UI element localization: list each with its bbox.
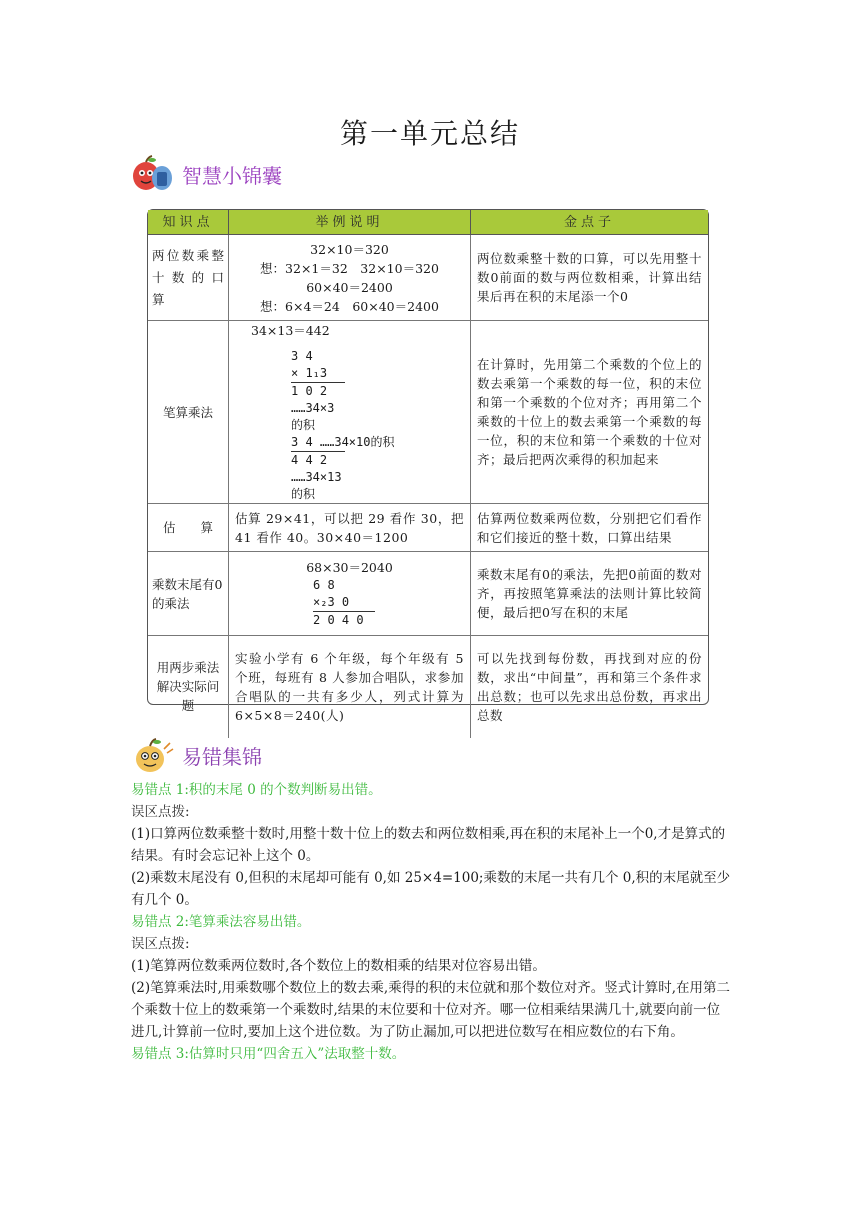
section-title-errors: 易错集锦 xyxy=(182,744,262,769)
error-paragraph: (1)笔算两位数乘两位数时,各个数位上的数相乘的结果对位容易出错。 xyxy=(131,958,546,974)
error-point-title: 易错点 2:笔算乘法容易出错。 xyxy=(131,914,311,930)
apple-mascot-icon xyxy=(130,154,174,194)
table-row xyxy=(148,321,708,504)
knowledge-table xyxy=(147,209,709,723)
section-heading-tips xyxy=(130,154,282,194)
vertical-calc-line: 3 4 ……34×10的积 xyxy=(291,435,395,449)
row-point: 乘数末尾有0的乘法 xyxy=(148,552,229,636)
page-title: 第一单元总结 xyxy=(339,117,520,150)
header-knowledge: 知识点 xyxy=(148,210,229,235)
example-line: 68×30＝2040 xyxy=(306,560,393,575)
vertical-calc-line: ×₂3 0 xyxy=(313,595,350,609)
row-tip: 乘数末尾有0的乘法，先把0前面的数对齐，再按照笔算乘法的法则计算比较简便，最后把0写在积的末尾 xyxy=(471,552,709,636)
example-line: 想：32×1＝32 32×10＝320 xyxy=(260,260,439,276)
pear-mascot-icon xyxy=(130,735,174,775)
example-line: 估算 29×41，可以把 29 看作 30，把 41 看作 40。30×40＝1200 xyxy=(229,504,471,552)
table-row xyxy=(148,504,708,552)
example-line: 想：6×4＝24 60×40＝2400 xyxy=(260,298,439,314)
error-paragraph: (2)笔算乘法时,用乘数哪个数位上的数去乘,乘得的积的末位就和那个数位对齐。竖式计算时,在用第二个乘数十位上的数乘第一个乘数时,结果的末位要和十位对齐。哪一位相乘结果满几十,就要向前一位进几,计算前一位时,要加上这个进位数。为了防止漏加,可以把进位数写在相应数位的右下角。 xyxy=(131,980,730,1040)
row-tip: 可以先找到每份数，再找到对应的份数，求出“中间量”，再和第三个条件求出总数；也可以先求出总份数，再求出总数 xyxy=(477,650,702,723)
table-row xyxy=(148,636,708,738)
example-line: 实验小学有 6 个年级，每个年级有 5 个班，每班有 8 人参加合唱队，求参加合唱队的一共有多少人，列式计算为 6×5×8＝240(人) xyxy=(229,636,471,738)
example-line: 60×40＝2400 xyxy=(306,279,393,295)
vertical-calc-line: 2 0 4 0 xyxy=(313,611,375,629)
row-tip: 两位数乘整十数的口算，可以先用整十数0前面的数与两位数相乘，计算出结果后再在积的末尾添一个0 xyxy=(471,235,709,321)
vertical-calc-line: 1 0 2 ……34×3的积 xyxy=(291,382,345,434)
example-line: 34×13＝442 xyxy=(251,323,330,338)
vertical-calc-line: × 1₁3 xyxy=(291,366,328,380)
vertical-calc-line: 4 4 2 ……34×13的积 xyxy=(291,451,345,503)
row-point: 估 算 xyxy=(148,504,229,552)
vertical-calc-line: 3 4 xyxy=(291,349,313,363)
error-hint-label: 误区点拨: xyxy=(131,804,190,820)
section-title-tips: 智慧小锦囊 xyxy=(182,163,282,188)
row-point: 用两步乘法解决实际问题 xyxy=(148,636,229,738)
section-heading-errors xyxy=(130,735,262,775)
table-row xyxy=(148,552,708,636)
row-point: 两位数乘整十数的口 算 xyxy=(152,247,237,307)
error-point-title: 易错点 1:积的末尾 0 的个数判断易出错。 xyxy=(131,782,382,798)
row-tip: 在计算时，先用第二个乘数的个位上的数去乘第一个乘数的每一位，积的末位和第一个乘数的个位对齐；再用第二个乘数的十位上的数去乘第一个乘数的每一位，积的末位和第一个乘数的十位对齐；最后把两次乘得的积加起来 xyxy=(471,321,709,504)
table-header-row xyxy=(148,210,708,235)
vertical-calc-line: 6 8 xyxy=(313,578,335,592)
row-tip: 估算两位数乘两位数，分别把它们看作和它们接近的整十数，口算出结果 xyxy=(471,504,709,552)
error-paragraph: (1)口算两位数乘整十数时,用整十数十位上的数去和两位数相乘,再在积的末尾补上一个0,才是算式的结果。有时会忘记补上这个 0。 xyxy=(131,826,726,864)
errors-content xyxy=(131,779,731,1065)
example-line: 32×10＝320 xyxy=(310,241,389,257)
header-example: 举例说明 xyxy=(229,210,471,235)
table-row xyxy=(148,235,708,321)
error-paragraph: (2)乘数末尾没有 0,但积的末尾却可能有 0,如 25×4=100;乘数的末尾一共有几个 0,积的末尾就至少有几个 0。 xyxy=(131,870,731,908)
header-tip: 金点子 xyxy=(471,210,709,235)
error-hint-label: 误区点拨: xyxy=(131,936,190,952)
error-point-title: 易错点 3:估算时只用“四舍五入”法取整十数。 xyxy=(131,1046,406,1062)
row-point: 笔算乘法 xyxy=(148,321,229,504)
